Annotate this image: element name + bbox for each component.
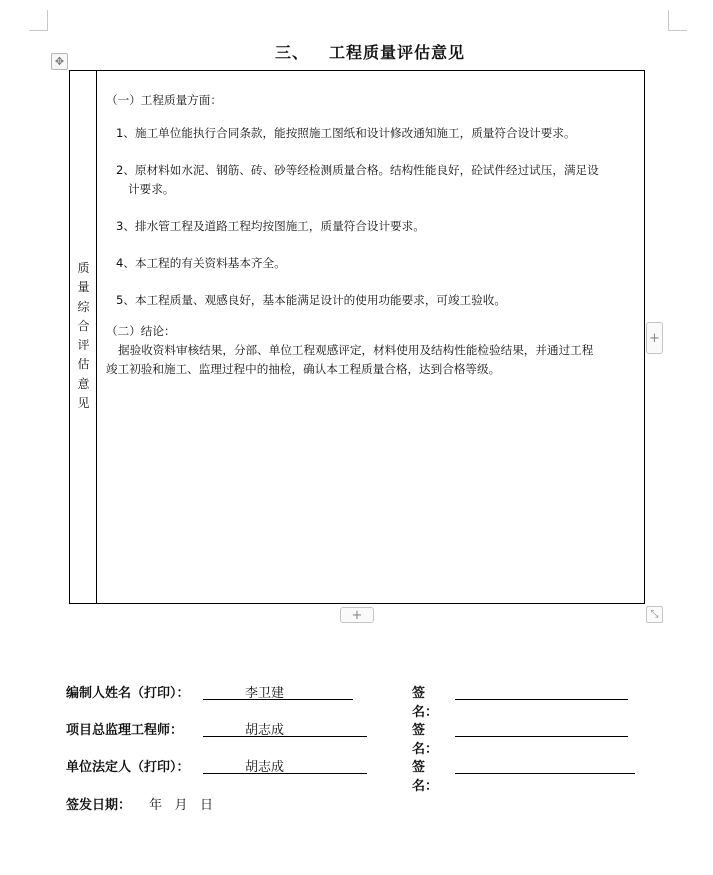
content-cell[interactable]	[106, 91, 642, 379]
chief-supervisor-name: 胡志成	[245, 723, 285, 738]
sign-label: 签名：	[412, 760, 439, 794]
issue-date-row	[66, 794, 213, 813]
item-number: 1、	[116, 126, 135, 140]
item-text: 本工程的有关资料基本齐全。	[134, 256, 286, 270]
list-item	[106, 291, 642, 310]
list-item	[106, 124, 642, 143]
preparer-name-field[interactable]	[203, 682, 353, 700]
item-text: 本工程质量、观感良好，基本能满足设计的使用功能要求，可竣工验收。	[134, 293, 506, 307]
conclusion-line-2: 竣工初验和施工、监理过程中的抽检，确认本工程质量合格，达到合格等级。	[106, 362, 501, 376]
table-resize-icon[interactable]: ⤡	[646, 606, 663, 623]
side-label-char: 质	[77, 261, 90, 275]
side-label-char: 评	[77, 338, 90, 353]
side-label-char: 见	[77, 396, 90, 411]
legal-rep-label: 单位法定人（打印）：	[66, 760, 190, 775]
crop-mark-top-left	[29, 10, 48, 31]
add-row-icon[interactable]: +	[340, 607, 374, 623]
chief-supervisor-name-field[interactable]	[203, 719, 367, 737]
list-item	[106, 217, 642, 236]
preparer-signature-line[interactable]	[455, 682, 628, 700]
section1-heading: （一）工程质量方面：	[106, 93, 222, 107]
page-title	[0, 40, 713, 63]
preparer-name: 李卫建	[245, 686, 285, 701]
item-number: 5、	[116, 293, 135, 307]
list-item	[106, 161, 642, 199]
legal-rep-signature-line[interactable]	[455, 756, 635, 774]
list-item	[106, 254, 642, 273]
title-text: 工程质量评估意见	[329, 43, 466, 62]
legal-rep-name: 胡志成	[245, 760, 285, 775]
item-text-continued: 计要求。	[128, 182, 175, 196]
sign-label: 签名：	[412, 686, 439, 720]
side-label-char: 合	[77, 318, 90, 333]
title-number: 三、	[274, 43, 309, 62]
item-text: 原材料如水泥、钢筋、砖、砂等经检测质量合格。结构性能良好，砼试件经过试压，满足设	[134, 163, 599, 177]
issue-date-label: 签发日期：	[66, 798, 132, 813]
sign-label: 签名：	[412, 723, 439, 757]
item-text: 施工单位能执行合同条款，能按照施工图纸和设计修改通知施工，质量符合设计要求。	[134, 126, 576, 140]
table-move-handle-icon[interactable]: ✥	[51, 53, 68, 70]
quality-assessment-table	[69, 70, 645, 604]
chief-supervisor-signature-line[interactable]	[455, 719, 628, 737]
side-label-char: 估	[77, 357, 90, 372]
issue-date-value[interactable]: 年 月 日	[149, 798, 213, 813]
side-label-char: 综	[77, 299, 90, 314]
section2-heading: （二）结论：	[106, 324, 176, 338]
side-label-char: 意	[77, 376, 90, 391]
conclusion-line-1: 据验收资料审核结果，分部、单位工程观感评定，材料使用及结构性能检验结果，并通过工程	[118, 343, 594, 357]
side-label	[70, 259, 97, 413]
side-label-cell	[70, 71, 97, 603]
item-number: 4、	[116, 256, 135, 270]
item-number: 2、	[116, 163, 135, 177]
side-label-char: 量	[77, 280, 90, 295]
item-text: 排水管工程及道路工程均按图施工，质量符合设计要求。	[134, 219, 425, 233]
add-column-icon[interactable]: +	[646, 322, 663, 354]
chief-supervisor-label: 项目总监理工程师：	[66, 723, 184, 738]
item-number: 3、	[116, 219, 135, 233]
crop-mark-top-right	[668, 10, 687, 31]
legal-rep-name-field[interactable]	[203, 756, 367, 774]
preparer-label: 编制人姓名（打印）：	[66, 686, 190, 701]
